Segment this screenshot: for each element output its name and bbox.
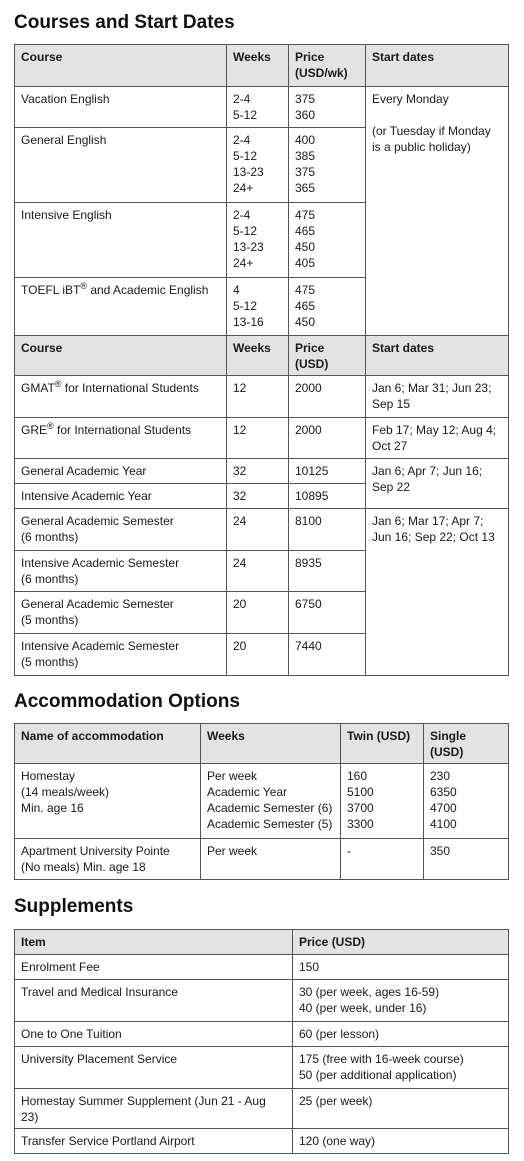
accommodation-name: Homestay (14 meals/week) Min. age 16 bbox=[15, 764, 201, 839]
course-weeks: 2-4 5-12 13-23 24+ bbox=[227, 128, 289, 203]
table-row bbox=[15, 1089, 509, 1129]
course-price: 8100 bbox=[289, 509, 366, 551]
course-start-dates: Feb 17; May 12; Aug 4; Oct 27 bbox=[366, 418, 509, 459]
supplement-item: One to One Tuition bbox=[15, 1022, 293, 1047]
course-weeks: 2-4 5-12 bbox=[227, 87, 289, 128]
supplement-item: Homestay Summer Supplement (Jun 21 - Aug 23) bbox=[15, 1089, 293, 1129]
accommodation-table bbox=[14, 723, 509, 880]
supplement-price: 25 (per week) bbox=[293, 1089, 509, 1129]
course-price: 400 385 375 365 bbox=[289, 128, 366, 203]
course-price: 6750 bbox=[289, 592, 366, 634]
table-row bbox=[15, 1022, 509, 1047]
course-name: GRE® for International Students bbox=[15, 418, 227, 459]
course-price: 2000 bbox=[289, 376, 366, 418]
courses-title: Courses and Start Dates bbox=[14, 12, 235, 33]
accommodation-twin-price: - bbox=[341, 839, 424, 880]
header-accommodation-name: Name of accommodation bbox=[15, 724, 201, 764]
header-price: Price (USD) bbox=[293, 930, 509, 955]
table-row bbox=[15, 459, 509, 484]
accommodation-twin-price: 160 5100 3700 3300 bbox=[341, 764, 424, 839]
accommodation-name: Apartment University Pointe (No meals) Min. age 18 bbox=[15, 839, 201, 880]
course-name: General Academic Semester (5 months) bbox=[15, 592, 227, 634]
course-weeks: 20 bbox=[227, 592, 289, 634]
course-price: 475 465 450 405 bbox=[289, 203, 366, 278]
supplement-item: Transfer Service Portland Airport bbox=[15, 1129, 293, 1154]
course-price: 2000 bbox=[289, 418, 366, 459]
course-name: General English bbox=[15, 128, 227, 203]
accommodation-weeks: Per week Academic Year Academic Semester (6) Academic Semester (5) bbox=[201, 764, 341, 839]
accommodation-weeks: Per week bbox=[201, 839, 341, 880]
supplement-price: 30 (per week, ages 16-59) 40 (per week, under 16) bbox=[293, 980, 509, 1022]
course-weeks: 24 bbox=[227, 551, 289, 592]
supplement-price: 175 (free with 16-week course) 50 (per additional application) bbox=[293, 1047, 509, 1089]
course-name: TOEFL iBT® and Academic English bbox=[15, 278, 227, 336]
header-single: Single (USD) bbox=[424, 724, 509, 764]
course-start-dates: Every Monday (or Tuesday if Monday is a public holiday) bbox=[366, 87, 509, 336]
header-item: Item bbox=[15, 930, 293, 955]
header-course: Course bbox=[15, 45, 227, 87]
course-weeks: 12 bbox=[227, 418, 289, 459]
table-row bbox=[15, 376, 509, 418]
table-header-row bbox=[15, 724, 509, 764]
courses-table bbox=[14, 44, 509, 676]
course-price: 8935 bbox=[289, 551, 366, 592]
table-row bbox=[15, 418, 509, 459]
course-price: 475 465 450 bbox=[289, 278, 366, 336]
table-row bbox=[15, 764, 509, 839]
header-course: Course bbox=[15, 336, 227, 376]
header-start-dates: Start dates bbox=[366, 45, 509, 87]
header-weeks: Weeks bbox=[201, 724, 341, 764]
course-weeks: 20 bbox=[227, 634, 289, 676]
table-header-row bbox=[15, 336, 509, 376]
header-price: Price (USD) bbox=[289, 336, 366, 376]
table-row bbox=[15, 1129, 509, 1154]
course-price: 375 360 bbox=[289, 87, 366, 128]
table-row bbox=[15, 980, 509, 1022]
supplement-item: Enrolment Fee bbox=[15, 955, 293, 980]
course-name: Intensive Academic Year bbox=[15, 484, 227, 509]
table-row bbox=[15, 87, 509, 128]
table-header-row bbox=[15, 930, 509, 955]
table-row bbox=[15, 1047, 509, 1089]
course-price: 7440 bbox=[289, 634, 366, 676]
header-weeks: Weeks bbox=[227, 336, 289, 376]
course-weeks: 32 bbox=[227, 484, 289, 509]
accommodation-single-price: 230 6350 4700 4100 bbox=[424, 764, 509, 839]
course-name: Intensive Academic Semester (5 months) bbox=[15, 634, 227, 676]
course-weeks: 2-4 5-12 13-23 24+ bbox=[227, 203, 289, 278]
table-header-row bbox=[15, 45, 509, 87]
header-start-dates: Start dates bbox=[366, 336, 509, 376]
course-start-dates: Jan 6; Mar 31; Jun 23; Sep 15 bbox=[366, 376, 509, 418]
supplements-title: Supplements bbox=[14, 896, 134, 917]
course-name: General Academic Semester (6 months) bbox=[15, 509, 227, 551]
course-name: GMAT® for International Students bbox=[15, 376, 227, 418]
course-name: Intensive English bbox=[15, 203, 227, 278]
course-weeks: 32 bbox=[227, 459, 289, 484]
course-name: Intensive Academic Semester (6 months) bbox=[15, 551, 227, 592]
table-row bbox=[15, 839, 509, 880]
supplement-price: 150 bbox=[293, 955, 509, 980]
course-weeks: 4 5-12 13-16 bbox=[227, 278, 289, 336]
supplement-item: Travel and Medical Insurance bbox=[15, 980, 293, 1022]
header-twin: Twin (USD) bbox=[341, 724, 424, 764]
header-weeks: Weeks bbox=[227, 45, 289, 87]
supplement-price: 120 (one way) bbox=[293, 1129, 509, 1154]
supplements-table bbox=[14, 929, 509, 1154]
accommodation-title: Accommodation Options bbox=[14, 691, 240, 712]
header-price: Price (USD/wk) bbox=[289, 45, 366, 87]
course-name: General Academic Year bbox=[15, 459, 227, 484]
course-price: 10895 bbox=[289, 484, 366, 509]
table-row bbox=[15, 955, 509, 980]
course-name: Vacation English bbox=[15, 87, 227, 128]
supplement-price: 60 (per lesson) bbox=[293, 1022, 509, 1047]
course-price: 10125 bbox=[289, 459, 366, 484]
course-weeks: 24 bbox=[227, 509, 289, 551]
supplement-item: University Placement Service bbox=[15, 1047, 293, 1089]
table-row bbox=[15, 509, 509, 551]
accommodation-single-price: 350 bbox=[424, 839, 509, 880]
course-weeks: 12 bbox=[227, 376, 289, 418]
course-start-dates: Jan 6; Apr 7; Jun 16; Sep 22 bbox=[366, 459, 509, 509]
course-start-dates: Jan 6; Mar 17; Apr 7; Jun 16; Sep 22; Oct 13 bbox=[366, 509, 509, 676]
